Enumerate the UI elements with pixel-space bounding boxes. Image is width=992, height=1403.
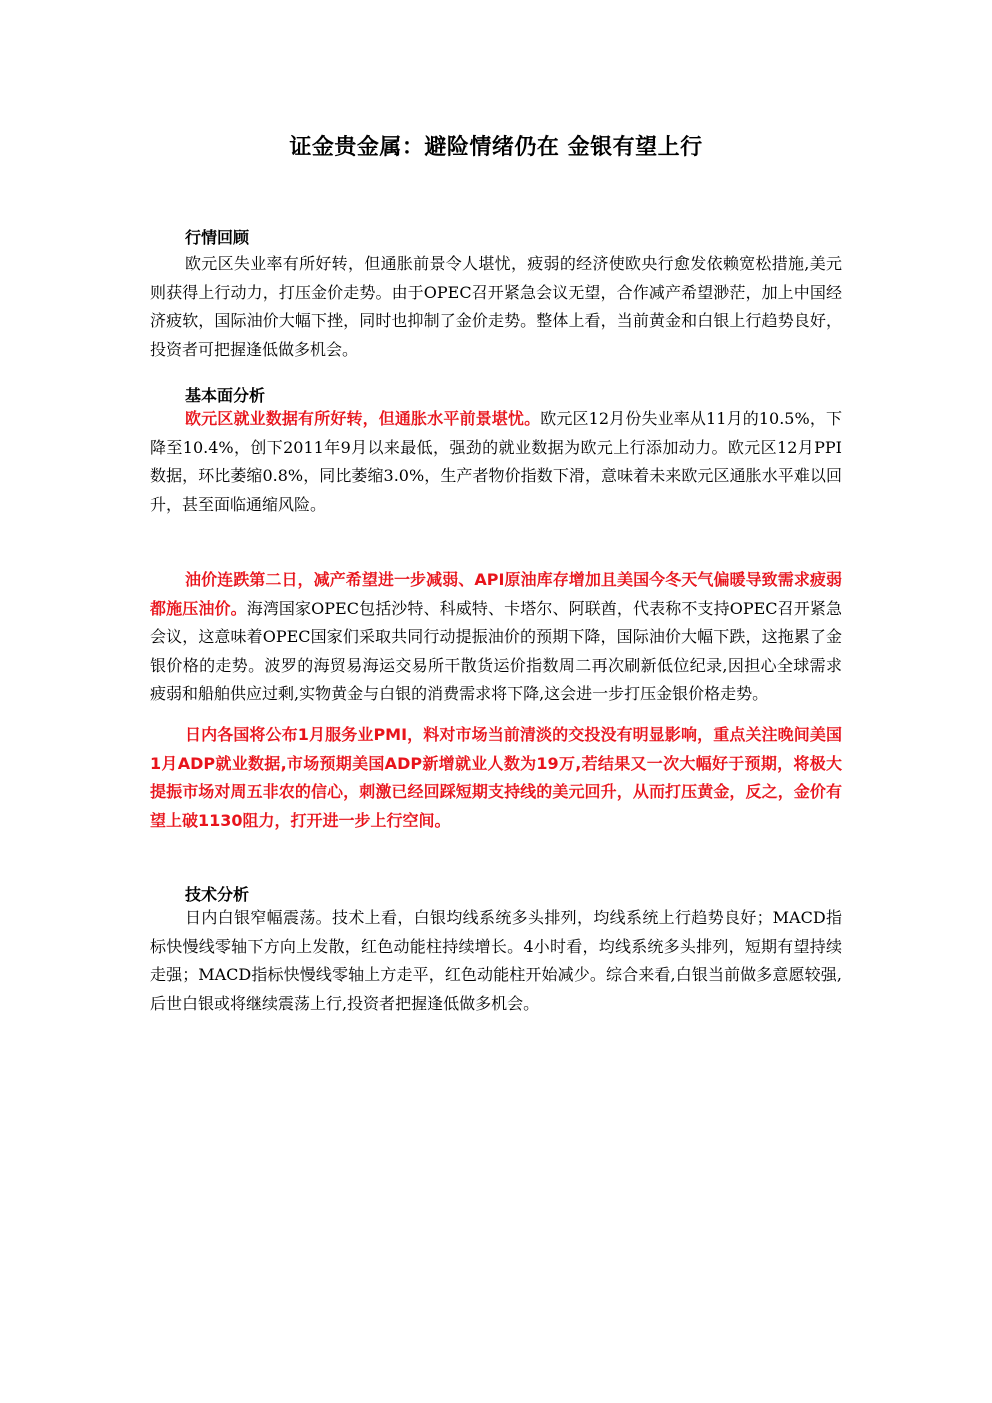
paragraph-text: 欧元区12月份失业率从11月的10.5%，下降至10.4%，创下2011年9月以来最低，强劲的就业数据为欧元上行添加动力。欧元区12月PPI数据，环比萎缩0.8%，同比萎缩3.0%，生产者物价指数下滑，意味着未来欧元区通胀水平难以回升，甚至面临通缩风险。	[150, 409, 842, 514]
paragraph-eurozone	[150, 405, 842, 519]
section-heading-market-review: 行情回顾	[185, 228, 250, 247]
paragraph-text: 日内白银窄幅震荡。技术上看，白银均线系统多头排列，均线系统上行趋势良好；MACD指标快慢线零轴下方向上发散，红色动能柱持续增长。4小时看，均线系统多头排列，短期有望持续走强；MACD指标快慢线零轴上方走平，红色动能柱开始减少。综合来看,白银当前做多意愿较强,后世白银或将继续震荡上行,投资者把握逢低做多机会。	[150, 908, 842, 1013]
paragraph-text: 欧元区失业率有所好转，但通胀前景令人堪忧，疲弱的经济使欧央行愈发依赖宽松措施,美元则获得上行动力，打压金价走势。由于OPEC召开紧急会议无望，合作减产希望渺茫，加上中国经济疲软，国际油价大幅下挫，同时也抑制了金价走势。整体上看，当前黄金和白银上行趋势良好，投资者可把握逢低做多机会。	[150, 254, 842, 359]
paragraph-market-review	[150, 250, 842, 364]
paragraph-text: 海湾国家OPEC包括沙特、科威特、卡塔尔、阿联酋，代表称不支持OPEC召开紧急会议，这意味着OPEC国家们采取共同行动提振油价的预期下降，国际油价大幅下跌，这拖累了金银价格的走势。波罗的海贸易海运交易所干散货运价指数周二再次刷新低位纪录,因担心全球需求疲弱和船舶供应过剩,实物黄金与白银的消费需求将下降,这会进一步打压金银价格走势。	[150, 598, 842, 703]
document-title: 证金贵金属：避险情绪仍在 金银有望上行	[289, 135, 703, 160]
paragraph-highlight: 油价连跌第二日，减产希望进一步减弱、API原油库存增加且美国今冬天气偏暖导致需求疲弱都施压油价。	[150, 570, 842, 618]
paragraph-oil	[150, 566, 842, 709]
paragraph-technical	[150, 904, 842, 1018]
section-heading-fundamentals: 基本面分析	[185, 386, 266, 405]
section-heading-technical: 技术分析	[185, 885, 250, 904]
paragraph-highlight: 日内各国将公布1月服务业PMI，料对市场当前清淡的交投没有明显影响，重点关注晚间美国1月ADP就业数据,市场预期美国ADP新增就业人数为19万,若结果又一次大幅好于预期，将极大提振市场对周五非农的信心，刺激已经回踩短期支持线的美元回升，从而打压黄金，反之，金价有望上破1130阻力，打开进一步上行空间。	[150, 725, 842, 830]
paragraph-highlight: 欧元区就业数据有所好转，但通胀水平前景堪忧。	[185, 409, 541, 428]
paragraph-pmi-outlook	[150, 721, 842, 835]
